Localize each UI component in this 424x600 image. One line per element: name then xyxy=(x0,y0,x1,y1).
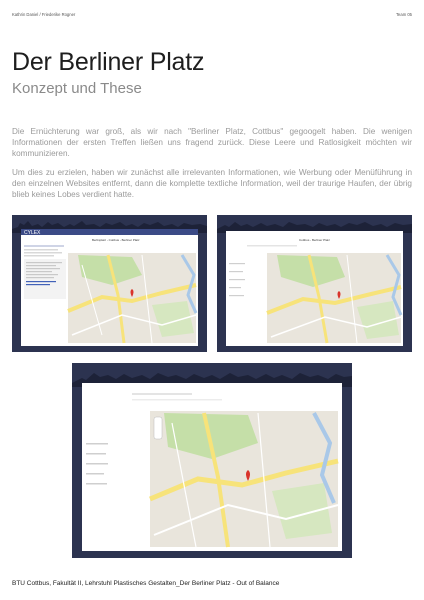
website-screenshot-2 xyxy=(217,215,412,352)
method-paragraph: Um dies zu erzielen, haben wir zunächst alle irrelevanten Informationen, wie Werbung oder Menüführung in den einzelnen Websites entfernt, dann die komplette textliche Information, weil der traurige Haufen, der übrig blieb keines Lobes verdient hatte. xyxy=(12,168,412,200)
site-page-title: Berlinplatz - Cottbus - Berliner Platz xyxy=(92,238,140,242)
page-title: Der Berliner Platz xyxy=(12,48,205,76)
website-screenshot-3 xyxy=(72,363,352,558)
website-screenshot-1 xyxy=(12,215,207,352)
cylex-logo: CYLEX xyxy=(24,230,41,236)
zoom-control[interactable] xyxy=(154,417,162,439)
page-footer: BTU Cottbus, Fakultät II, Lehrstuhl Plastisches Gestalten_Der Berliner Platz - Out of Balance xyxy=(12,580,280,587)
header-team: Team 05 xyxy=(395,12,412,17)
header-authors: Kathrin Daniel / Friederike Rogner xyxy=(12,12,76,17)
site2-page-title: Cottbus - Berliner Platz xyxy=(299,238,330,242)
intro-paragraph: Die Ernüchterung war groß, als wir nach "Berliner Platz, Cottbus" gegoogelt haben. Die wenigen Informationen der ersten Treffen ließen uns fragend zurück. Diese Leere und Ratlosigkeit möchten wir kommunizieren. xyxy=(12,127,412,159)
page-subtitle: Konzept und These xyxy=(12,80,142,97)
